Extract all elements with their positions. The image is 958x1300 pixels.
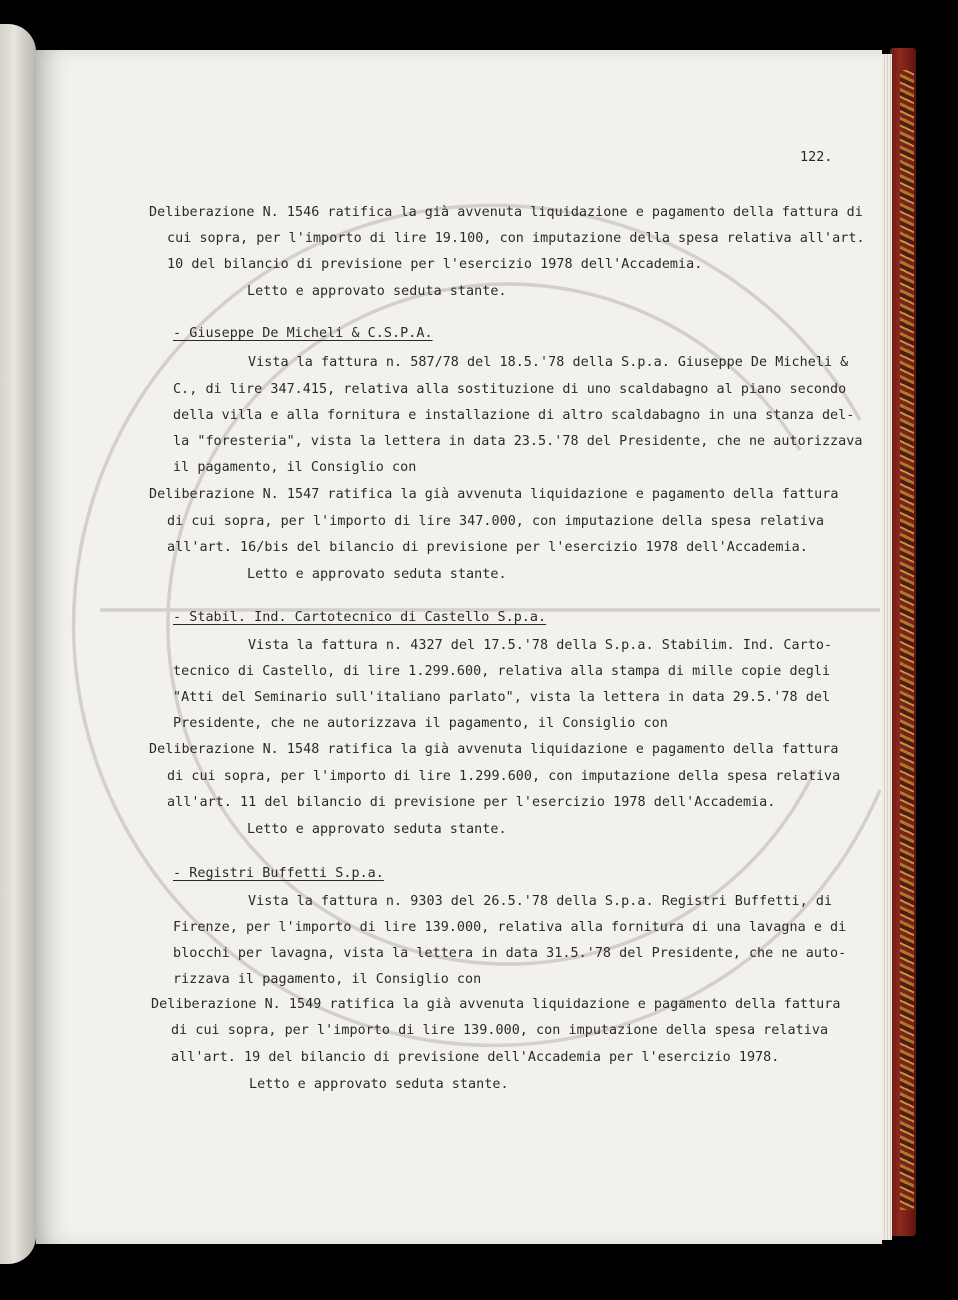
delibera-1547-line-3: all'art. 16/bis del bilancio di previsione per l'esercizio 1978 dell'Accademia. <box>167 540 808 555</box>
delibera-1546-line-2: cui sopra, per l'importo di lire 19.100, con imputazione della spesa relativa all'art. <box>167 231 865 246</box>
vista-buffetti-line-1: Vista la fattura n. 9303 del 26.5.'78 della S.p.a. Registri Buffetti, di <box>248 894 833 909</box>
approval-1546: Letto e approvato seduta stante. <box>247 284 507 299</box>
delibera-1547-line-1: Deliberazione N. 1547 ratifica la già avvenuta liquidazione e pagamento della fattura <box>149 487 839 502</box>
vista-cartotecnico-line-1: Vista la fattura n. 4327 del 17.5.'78 della S.p.a. Stabilim. Ind. Carto- <box>248 638 833 653</box>
heading-buffetti: - Registri Buffetti S.p.a. <box>173 866 384 881</box>
page-number: 122. <box>800 150 833 165</box>
approval-1547: Letto e approvato seduta stante. <box>247 567 507 582</box>
vista-de-micheli-line-5: il pagamento, il Consiglio con <box>173 460 417 475</box>
vista-cartotecnico-line-2: tecnico di Castello, di lire 1.299.600, relativa alla stampa di mille copie degli <box>173 664 831 679</box>
vista-buffetti-line-4: rizzava il pagamento, il Consiglio con <box>173 972 482 987</box>
delibera-1549-line-1: Deliberazione N. 1549 ratifica la già avvenuta liquidazione e pagamento della fattura <box>151 997 841 1012</box>
heading-de-micheli: - Giuseppe De Micheli & C.S.P.A. <box>173 326 433 341</box>
delibera-1548-line-1: Deliberazione N. 1548 ratifica la già avvenuta liquidazione e pagamento della fattura <box>149 742 839 757</box>
delibera-1549-line-2: di cui sopra, per l'importo di lire 139.000, con imputazione della spesa relativa <box>171 1023 829 1038</box>
vista-de-micheli-line-2: C., di lire 347.415, relativa alla sostituzione di uno scaldabagno al piano secondo <box>173 382 847 397</box>
delibera-1548-line-2: di cui sopra, per l'importo di lire 1.299.600, con imputazione della spesa relativa <box>167 769 841 784</box>
delibera-1547-line-2: di cui sopra, per l'importo di lire 347.000, con imputazione della spesa relativa <box>167 514 825 529</box>
vista-de-micheli-line-4: la "foresteria", vista la lettera in data 23.5.'78 del Presidente, che ne autorizzava <box>173 434 863 449</box>
marbled-endpaper <box>900 70 914 1210</box>
vista-de-micheli-line-3: della villa e alla fornitura e installazione di altro scaldabagno in una stanza del- <box>173 408 855 423</box>
vista-buffetti-line-2: Firenze, per l'importo di lire 139.000, relativa alla fornitura di una lavagna e di <box>173 920 847 935</box>
delibera-1546-line-1: Deliberazione N. 1546 ratifica la già avvenuta liquidazione e pagamento della fattura di <box>149 205 863 220</box>
approval-1549: Letto e approvato seduta stante. <box>249 1077 509 1092</box>
left-page-edge <box>0 24 36 1264</box>
approval-1548: Letto e approvato seduta stante. <box>247 822 507 837</box>
delibera-1548-line-3: all'art. 11 del bilancio di previsione per l'esercizio 1978 dell'Accademia. <box>167 795 776 810</box>
delibera-1549-line-3: all'art. 19 del bilancio di previsione dell'Accademia per l'esercizio 1978. <box>171 1050 780 1065</box>
vista-cartotecnico-line-4: Presidente, che ne autorizzava il pagamento, il Consiglio con <box>173 716 668 731</box>
heading-cartotecnico: - Stabil. Ind. Cartotecnico di Castello S.p.a. <box>173 610 547 625</box>
vista-cartotecnico-line-3: "Atti del Seminario sull'italiano parlato", vista la lettera in data 29.5.'78 del <box>173 690 831 705</box>
delibera-1546-line-3: 10 del bilancio di previsione per l'esercizio 1978 dell'Accademia. <box>167 257 703 272</box>
vista-de-micheli-line-1: Vista la fattura n. 587/78 del 18.5.'78 della S.p.a. Giuseppe De Micheli & <box>248 355 849 370</box>
vista-buffetti-line-3: blocchi per lavagna, vista la lettera in data 31.5.'78 del Presidente, che ne auto- <box>173 946 847 961</box>
